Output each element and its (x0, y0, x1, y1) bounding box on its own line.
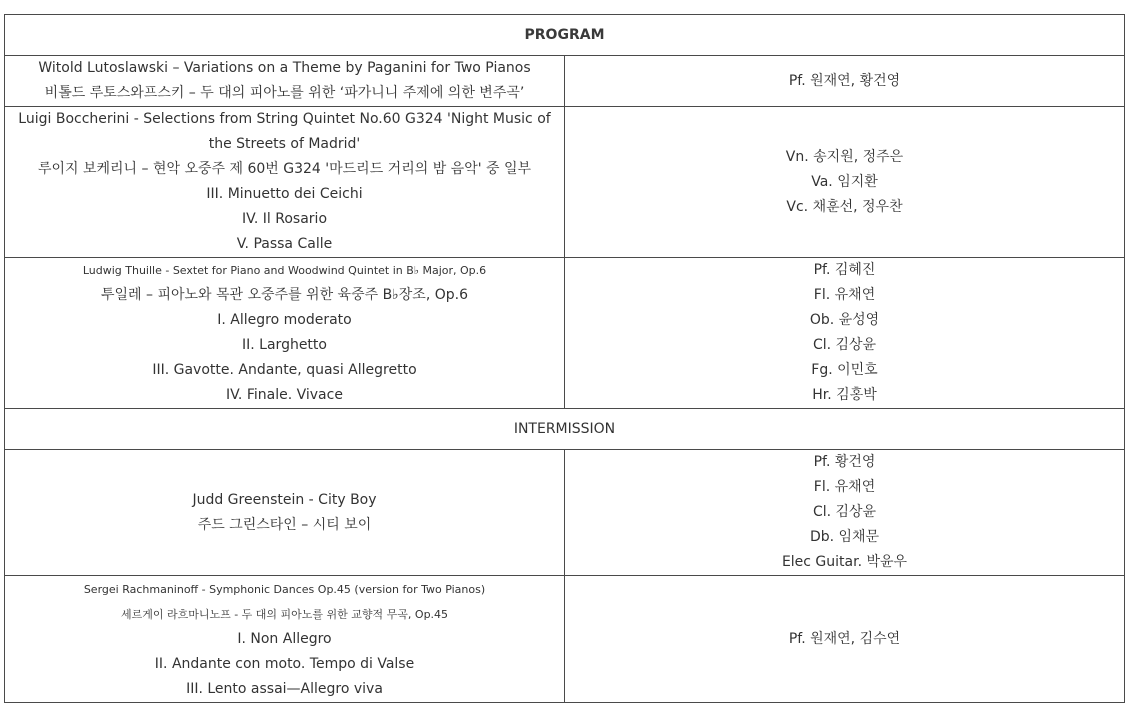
piece-row (5, 450, 1125, 576)
piece-title-line: 세르게이 라흐마니노프 - 두 대의 피아노를 위한 교향적 무곡, Op.45 (120, 607, 449, 621)
movement-line: II. Larghetto (242, 337, 327, 353)
program-heading-cell (5, 15, 1125, 56)
piece-title-line: 비톨드 루토스와프스키 – 두 대의 피아노를 위한 ‘파가니니 주제에 의한 변주곡’ (44, 85, 525, 101)
movement-line: IV. Finale. Vivace (226, 387, 343, 403)
program-heading: PROGRAM (524, 27, 605, 43)
movement-line: III. Lento assai—Allegro viva (186, 680, 383, 697)
performers-cell (565, 450, 1125, 576)
program-heading-row (5, 15, 1125, 56)
intermission-cell (5, 409, 1125, 450)
performer-line: Pf. 김혜진 (813, 262, 876, 278)
piece-title-line: Sergei Rachmaninoff - Symphonic Dances Op.45 (version for Two Pianos) (83, 582, 486, 596)
performer-line: Pf. 황건영 (813, 454, 876, 470)
performers-cell (565, 576, 1125, 703)
performer-line: Vn. 송지원, 정주은 (785, 148, 904, 165)
movement-line: III. Gavotte. Andante, quasi Allegretto (152, 362, 417, 378)
intermission-label: INTERMISSION (513, 421, 616, 437)
movement-line: I. Non Allegro (237, 630, 332, 647)
performer-line: Ob. 윤성영 (809, 312, 880, 328)
performers-cell (565, 56, 1125, 107)
performer-line: Fl. 유채연 (813, 479, 876, 495)
performer-line: Pf. 원재연, 김수연 (788, 630, 901, 647)
piece-title-line: Ludwig Thuille - Sextet for Piano and Woodwind Quintet in B♭ Major, Op.6 (82, 264, 487, 277)
piece-title-line: Judd Greenstein - City Boy (192, 491, 377, 508)
performer-line: Pf. 원재연, 황건영 (788, 72, 901, 89)
program-table (4, 14, 1125, 703)
performer-line: Va. 임지환 (811, 173, 878, 190)
piece-title-line: Witold Lutoslawski – Variations on a Theme by Paganini for Two Pianos (38, 60, 531, 76)
performers-cell (565, 258, 1125, 409)
piece-title-cell (5, 576, 565, 703)
piece-row (5, 258, 1125, 409)
piece-title-cell (5, 107, 565, 258)
piece-title-line: Luigi Boccherini - Selections from String Quintet No.60 G324 'Night Music of the Streets of Madrid' (18, 111, 551, 152)
piece-row (5, 576, 1125, 703)
performer-line: Vc. 채훈선, 정우찬 (786, 198, 903, 215)
piece-title-line: 루이지 보케리니 – 현악 오중주 제 60번 G324 '마드리드 거리의 밤 음악' 중 일부 (37, 161, 532, 177)
piece-row (5, 107, 1125, 258)
performer-line: Elec Guitar. 박윤우 (781, 554, 908, 570)
piece-title-line: 주드 그린스타인 – 시티 보이 (197, 516, 372, 533)
piece-row (5, 56, 1125, 107)
intermission-row (5, 409, 1125, 450)
movement-line: I. Allegro moderato (217, 312, 352, 328)
piece-title-cell (5, 56, 565, 107)
movement-line: IV. Il Rosario (241, 211, 328, 227)
piece-title-line: 투일레 – 피아노와 목관 오중주를 위한 육중주 B♭장조, Op.6 (100, 287, 468, 303)
movement-line: III. Minuetto dei Ceichi (206, 186, 363, 202)
performers-cell (565, 107, 1125, 258)
performer-line: Db. 임채문 (809, 529, 880, 545)
performer-line: Hr. 김홍박 (812, 387, 877, 403)
performer-line: Cl. 김상윤 (812, 337, 877, 353)
movement-line: II. Andante con moto. Tempo di Valse (154, 655, 415, 672)
performer-line: Cl. 김상윤 (812, 504, 877, 520)
piece-title-cell (5, 450, 565, 576)
movement-line: V. Passa Calle (236, 236, 333, 252)
performer-line: Fl. 유채연 (813, 287, 876, 303)
piece-title-cell (5, 258, 565, 409)
performer-line: Fg. 이민호 (811, 362, 878, 378)
